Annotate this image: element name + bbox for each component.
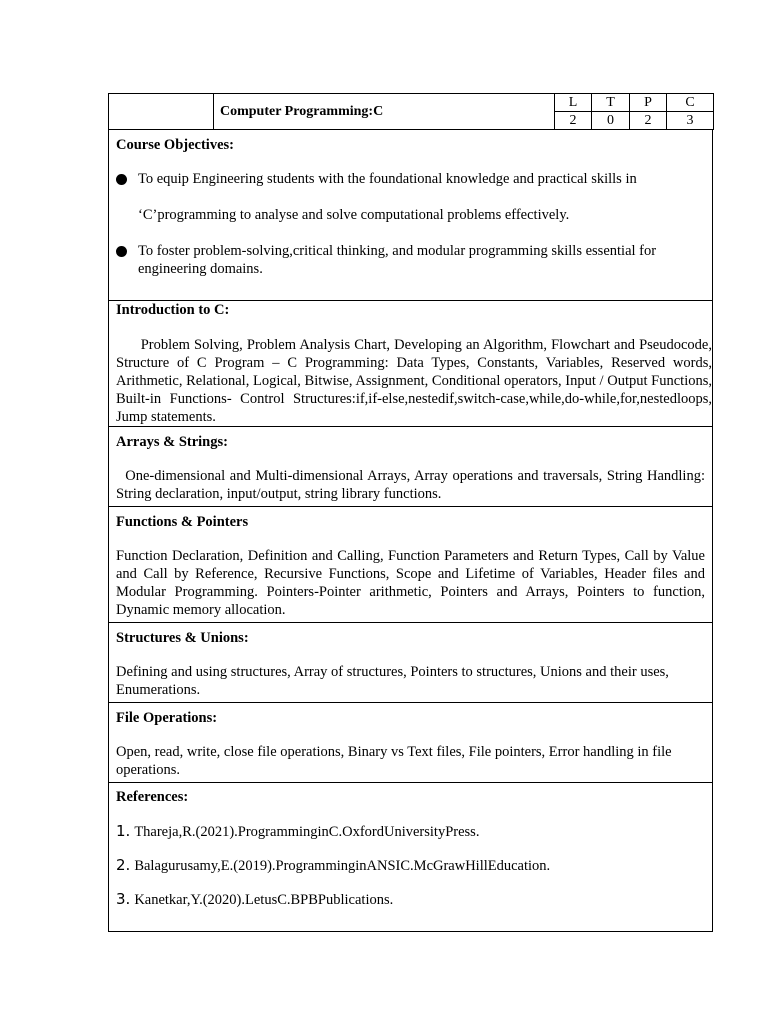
objectives-section — [108, 130, 713, 301]
objective-item — [116, 242, 705, 278]
reference-text: Kanetkar,Y.(2020).LetusC.BPBPublications. — [134, 892, 394, 908]
section-title: Structures & Unions: — [116, 630, 249, 646]
section-title: Arrays & Strings: — [116, 434, 228, 450]
section-body: Open, read, write, close file operations, Binary vs Text files, File pointers, Error handling in file operations. — [116, 744, 672, 778]
ltpc-label-t: T — [592, 94, 630, 112]
ltpc-label-l: L — [555, 94, 592, 112]
course-title: Computer Programming:C — [214, 94, 555, 130]
ltpc-value-t: 0 — [592, 112, 630, 130]
section-body: One-dimensional and Multi-dimensional Arrays, Array operations and traversals, String Handling: String declaration, input/output, string library functions. — [116, 468, 705, 502]
objective-line: To equip Engineering students with the foundational knowledge and practical skills in — [138, 171, 637, 187]
course-code-cell — [109, 94, 214, 130]
section-body: Defining and using structures, Array of structures, Pointers to structures, Unions and their uses, Enumerations. — [116, 664, 669, 698]
section-structures-unions — [108, 623, 713, 703]
bullet-icon — [116, 174, 127, 185]
section-arrays-strings — [108, 427, 713, 507]
reference-item — [116, 822, 705, 841]
reference-number: 3. — [116, 890, 131, 908]
reference-text: Balagurusamy,E.(2019).ProgramminginANSIC.McGrawHillEducation. — [134, 858, 551, 874]
section-body: Function Declaration, Definition and Calling, Function Parameters and Return Types, Call by Value and Call by Reference, Recursive Functions, Scope and Lifetime of Variables, Header files and Modular Programming. Pointers-Pointer arithmetic, Pointers and Arrays, Pointers to function, Dynamic memory allocation. — [116, 548, 705, 618]
ltpc-label-p: P — [630, 94, 667, 112]
section-introduction — [108, 301, 713, 427]
section-file-operations — [108, 703, 713, 783]
ltpc-label-c: C — [667, 94, 714, 112]
course-header-table — [108, 93, 714, 130]
section-title: File Operations: — [116, 710, 218, 726]
ltpc-value-l: 2 — [555, 112, 592, 130]
section-title: Introduction to C: — [116, 302, 230, 318]
section-body: Problem Solving, Problem Analysis Chart, Developing an Algorithm, Flowchart and Pseudocode, Structure of C Program – C Programming: Data Types, Constants, Variables, Reserved words, Arithmetic, Relational, Logical, Bitwise, Assignment, Conditional operators, Input / Output Functions, Built-in Functions- Control Structures:if,if-else,nestedif,switch-case,while,do-while,for,nestedloops, Jump statements. — [116, 337, 712, 425]
ltpc-value-p: 2 — [630, 112, 667, 130]
references-title: References: — [116, 789, 189, 805]
syllabus-sheet — [108, 93, 713, 932]
bullet-icon — [116, 246, 127, 257]
reference-item — [116, 890, 705, 909]
objective-line: To foster problem-solving,critical thinking, and modular programming skills essential for engineering domains. — [138, 243, 657, 277]
objective-item — [116, 170, 705, 224]
reference-number: 1. — [116, 822, 131, 840]
objective-line: ‘C’programming to analyse and solve computational problems effectively. — [138, 207, 570, 223]
reference-number: 2. — [116, 856, 131, 874]
reference-item — [116, 856, 705, 875]
section-functions-pointers — [108, 507, 713, 623]
objectives-title: Course Objectives: — [116, 137, 234, 153]
reference-text: Thareja,R.(2021).ProgramminginC.OxfordUniversityPress. — [134, 824, 480, 840]
ltpc-value-c: 3 — [667, 112, 714, 130]
references-section — [108, 783, 713, 932]
section-title: Functions & Pointers — [116, 514, 249, 530]
